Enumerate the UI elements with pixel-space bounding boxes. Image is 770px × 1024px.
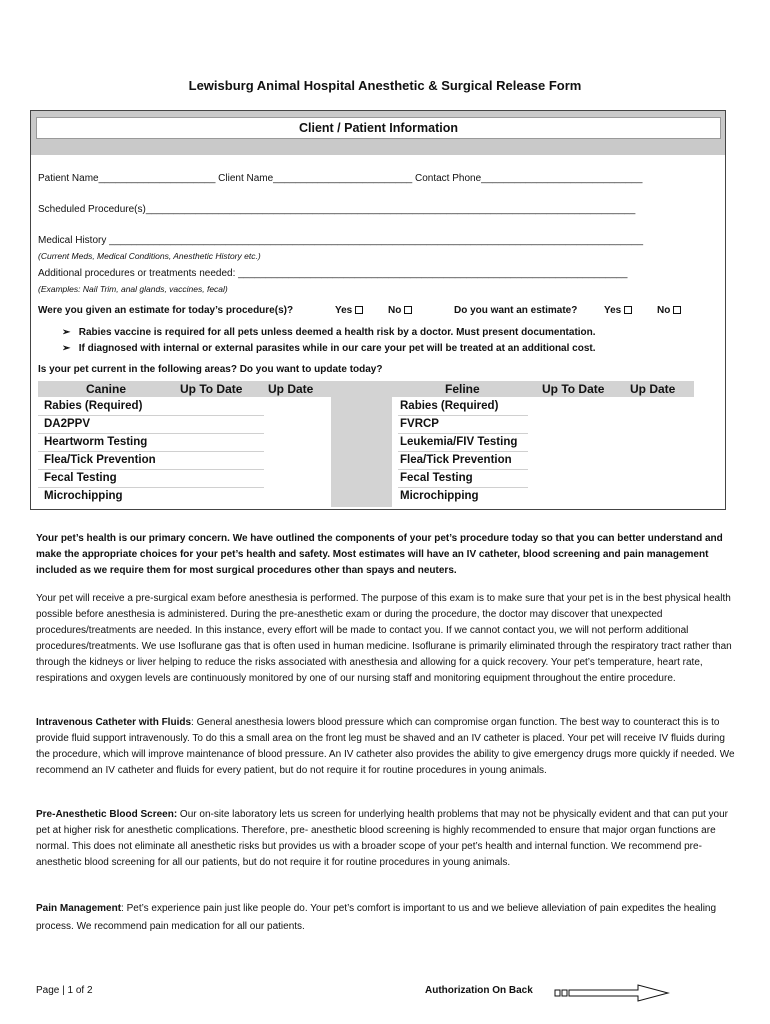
pain-management-heading: Pain Management (36, 903, 122, 914)
vaccine-question: Is your pet current in the following areas? Do you want to update today? (38, 364, 383, 375)
intro-paragraph: Your pet’s health is our primary concern. We have outlined the components of your pet’s procedure today so that you can better understand and make the appropriate choices for your pet’s health and safety. Most estimates will have an IV catheter, blood screening and pain management included as we require them for most surgical procedures other than spays and neuters. (36, 533, 723, 576)
feline-item: Rabies (Required) (400, 400, 499, 412)
medical-history-line[interactable]: Medical History ________________________________________________________________________________________________ (38, 235, 644, 246)
estimate-given-yes: Yes (335, 305, 363, 316)
feline-up-to-date-header: Up To Date (542, 382, 605, 396)
section-header: Client / Patient Information (36, 117, 721, 139)
blood-screen-heading: Pre-Anesthetic Blood Screen: (36, 809, 178, 820)
estimate-given-yes-checkbox[interactable] (355, 306, 363, 314)
bullet-rabies: ➢ Rabies vaccine is required for all pets unless deemed a health risk by a doctor. Must present documentation. (62, 327, 596, 338)
iv-catheter-heading: Intravenous Catheter with Fluids (36, 717, 192, 728)
want-estimate-question: Do you want an estimate? (454, 305, 578, 316)
feline-item: Leukemia/FIV Testing (400, 436, 518, 448)
patient-client-phone-line[interactable]: Patient Name_____________________ Client Name_________________________ Contact Phone_____________________________ (38, 173, 643, 184)
canine-item: Fecal Testing (44, 472, 117, 484)
bullet-parasites: ➢ If diagnosed with internal or external parasites while in our care your pet will be treated at an additional cost. (62, 343, 596, 354)
canine-item: DA2PPV (44, 418, 91, 430)
scheduled-procedure-line[interactable]: Scheduled Procedure(s)________________________________________________________________________________________ (38, 204, 636, 215)
exam-paragraph: Your pet will receive a pre-surgical exam before anesthesia is performed. The purpose of this exam is to make sure that your pet is in the best physical health possible before anesthesia is administered. During the pre-anesthetic exam or during the procedure, the doctor may discover that unexpected procedures/treatments are needed. In this instance, every effort will be made to contact you. If we cannot contact you, we will not perform additional procedures/treatments. We use Isoflurane gas that is often used in human medicine. Isoflurane is primarily eliminated through the respiratory tract rather than through the kidneys or liver helping to reduce the risks associated with anesthesia and allowing for a quick recovery. Your pet’s temperature, heart rate, respirations and oxygen levels are continuously monitored by one of our nursing staff and monitoring equipment throughout the entire procedure. (36, 593, 732, 684)
vaccine-table-divider-column (331, 397, 392, 507)
authorization-on-back: Authorization On Back (425, 985, 533, 996)
estimate-given-no: No (388, 305, 412, 316)
canine-up-to-date-header: Up To Date (180, 382, 243, 396)
want-estimate-yes-checkbox[interactable] (624, 306, 632, 314)
feline-header: Feline (445, 382, 480, 396)
want-estimate-no-checkbox[interactable] (673, 306, 681, 314)
row-line (38, 415, 264, 416)
iv-catheter-text: : General anesthesia lowers blood pressure which can compromise organ function. The best way to counteract this is to provide fluid support intravenously. To do this a small area on the front leg must be shaved and an IV catheter is placed. Your pet will receive IV fluids during the procedure, which will improve maintenance of blood pressure. An IV catheter also provides the ability to give emergency drugs more quickly if needed. We recommend an IV catheter and fluids for every patient, but do not require it for routine procedures in young animals. (36, 717, 735, 776)
pain-management-text: : Pet’s experience pain just like people do. Your pet’s comfort is important to us and we believe alleviation of pain expedites the healing process. We recommend pain medication for all our patients. (36, 903, 717, 932)
blood-screen-paragraph (36, 807, 736, 871)
iv-catheter-paragraph (36, 715, 736, 779)
feline-update-header: Up Date (630, 382, 676, 396)
feline-item: FVRCP (400, 418, 439, 430)
row-line (38, 433, 264, 434)
feline-item: Fecal Testing (400, 472, 473, 484)
row-line (398, 469, 528, 470)
arrow-bullet-icon: ➢ (62, 327, 71, 338)
row-line (38, 487, 264, 488)
additional-procedures-note: (Examples: Nail Trim, anal glands, vaccines, fecal) (38, 284, 228, 294)
row-line (38, 469, 264, 470)
row-line (398, 433, 528, 434)
row-line (398, 487, 528, 488)
want-estimate-no: No (657, 305, 681, 316)
feline-item: Microchipping (400, 490, 479, 502)
estimate-given-question: Were you given an estimate for today’s procedure(s)? (38, 305, 294, 316)
canine-item: Heartworm Testing (44, 436, 148, 448)
row-line (38, 451, 264, 452)
medical-history-note: (Current Meds, Medical Conditions, Anesthetic History etc.) (38, 251, 261, 261)
canine-item: Microchipping (44, 490, 123, 502)
form-title: Lewisburg Animal Hospital Anesthetic & Surgical Release Form (188, 78, 582, 93)
canine-header: Canine (86, 382, 127, 396)
pain-management-paragraph (36, 900, 736, 936)
page-number: Page | 1 of 2 (36, 985, 93, 996)
canine-update-header: Up Date (268, 382, 314, 396)
row-line (398, 451, 528, 452)
canine-item: Rabies (Required) (44, 400, 143, 412)
row-line (398, 415, 528, 416)
arrow-right-icon (552, 983, 674, 1005)
feline-item: Flea/Tick Prevention (400, 454, 512, 466)
additional-procedures-line[interactable]: Additional procedures or treatments needed: ______________________________________________________________________ (38, 268, 628, 279)
canine-item: Flea/Tick Prevention (44, 454, 156, 466)
want-estimate-yes: Yes (604, 305, 632, 316)
blood-screen-text: Our on-site laboratory lets us screen for underlying health problems that may not be physically evident and that can put your pet at higher risk for anesthetic complications. Therefore, pre- anesthetic blood screening is highly recommended to ensure that major organ functions are normal. This does not eliminate all anesthetic risks but provides us with a broader scope of your pet’s health and internal function. We recommend pre-anesthetic blood screening for all our patients, but do not require it for routine procedures in young animals. (36, 809, 729, 868)
arrow-bullet-icon: ➢ (62, 343, 71, 354)
estimate-given-no-checkbox[interactable] (404, 306, 412, 314)
